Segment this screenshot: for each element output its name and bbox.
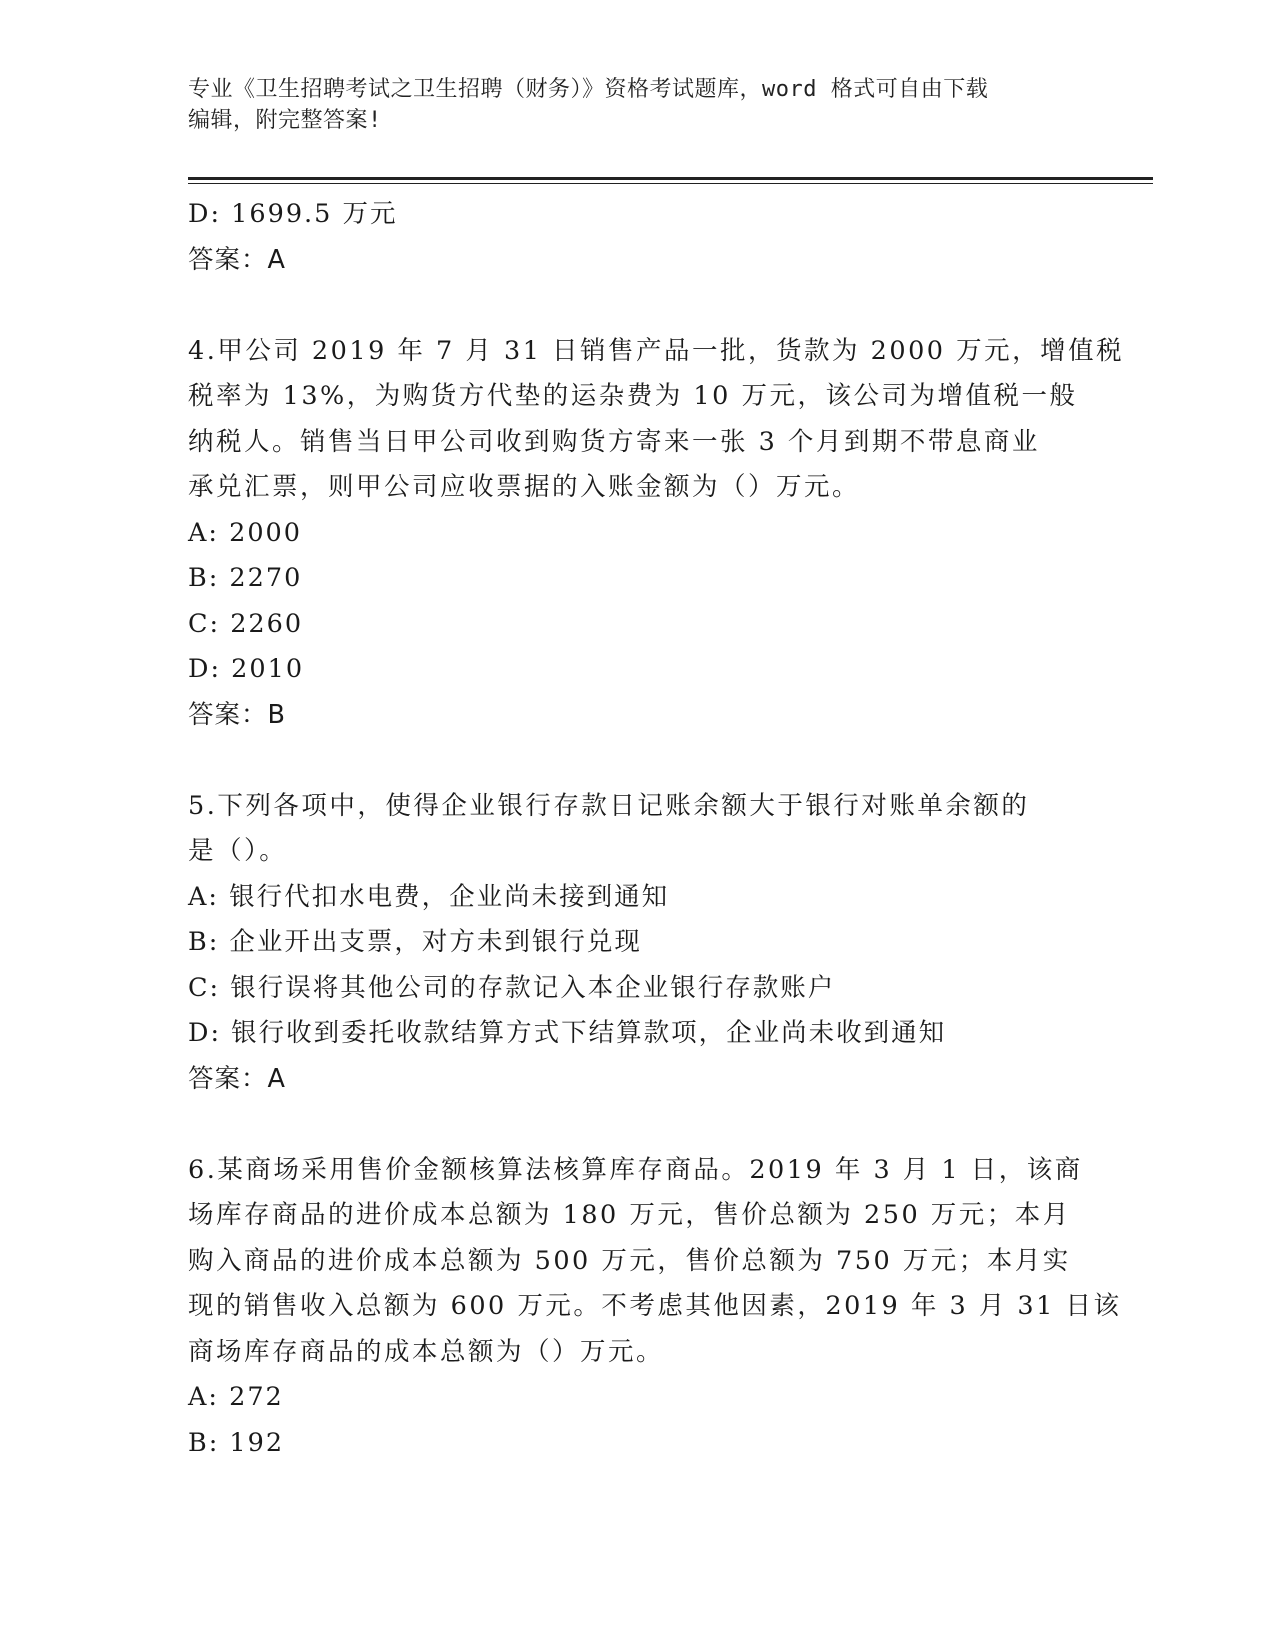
question-6-line: 6.某商场采用售价金额核算法核算库存商品。2019 年 3 月 1 日，该商 <box>188 1154 1083 1185</box>
question-5-option-a: A: 银行代扣水电费，企业尚未接到通知 <box>188 881 670 912</box>
question-6 <box>188 1148 1122 1376</box>
question-6-option-a: A: 272 <box>188 1382 284 1412</box>
question-4-line: 4.甲公司 2019 年 7 月 31 日销售产品一批，货款为 2000 万元，增值税 <box>188 335 1125 366</box>
document-header <box>188 74 1088 136</box>
question-4-option-c: C: 2260 <box>188 608 304 639</box>
header-line-1: 专业《卫生招聘考试之卫生招聘（财务）》资格考试题库，word 格式可自由下载 <box>188 77 989 102</box>
question-5-option-b: B: 企业开出支票，对方未到银行兑现 <box>188 927 642 957</box>
header-rule-thin <box>188 183 1153 184</box>
header-rule-thick <box>188 177 1153 180</box>
question-6-line: 商场库存商品的成本总额为（）万元。 <box>188 1336 665 1367</box>
question-4-option-d: D: 2010 <box>188 654 305 684</box>
question-4-line: 纳税人。销售当日甲公司收到购货方寄来一张 3 个月到期不带息商业 <box>188 426 1040 457</box>
question-4-line: 承兑汇票，则甲公司应收票据的入账金额为（）万元。 <box>188 472 861 502</box>
document-body <box>188 192 1125 1466</box>
spacer <box>188 283 1088 329</box>
question-5 <box>188 784 1088 875</box>
question-6-line: 现的销售收入总额为 600 万元。不考虑其他因素，2019 年 3 月 31 日该 <box>188 1291 1122 1321</box>
spacer <box>188 738 1088 784</box>
question-5-line: 5.下列各项中，使得企业银行存款日记账余额大于银行对账单余额的 <box>188 790 1030 821</box>
question-5-option-c: C: 银行误将其他公司的存款记入本企业银行存款账户 <box>188 972 836 1003</box>
question-4 <box>188 329 1125 511</box>
prev-option-d: D: 1699.5 万元 <box>188 199 398 229</box>
header-line-2: 编辑，附完整答案! <box>188 108 382 133</box>
question-4-answer: 答案：B <box>188 699 286 730</box>
question-4-option-a: A: 2000 <box>188 517 303 548</box>
question-6-option-b: B: 192 <box>188 1427 285 1458</box>
question-5-answer: 答案：A <box>188 1063 286 1094</box>
spacer <box>188 1102 1088 1148</box>
prev-answer: 答案：A <box>188 244 286 275</box>
question-5-line: 是（）。 <box>188 836 288 866</box>
question-6-line: 购入商品的进价成本总额为 500 万元，售价总额为 750 万元；本月实 <box>188 1245 1071 1276</box>
question-5-option-d: D: 银行收到委托收款结算方式下结算款项，企业尚未收到通知 <box>188 1018 947 1048</box>
question-6-line: 场库存商品的进价成本总额为 180 万元，售价总额为 250 万元；本月 <box>188 1200 1071 1230</box>
question-4-option-b: B: 2270 <box>188 563 303 593</box>
question-4-line: 税率为 13%，为购货方代垫的运杂费为 10 万元，该公司为增值税一般 <box>188 381 1078 411</box>
